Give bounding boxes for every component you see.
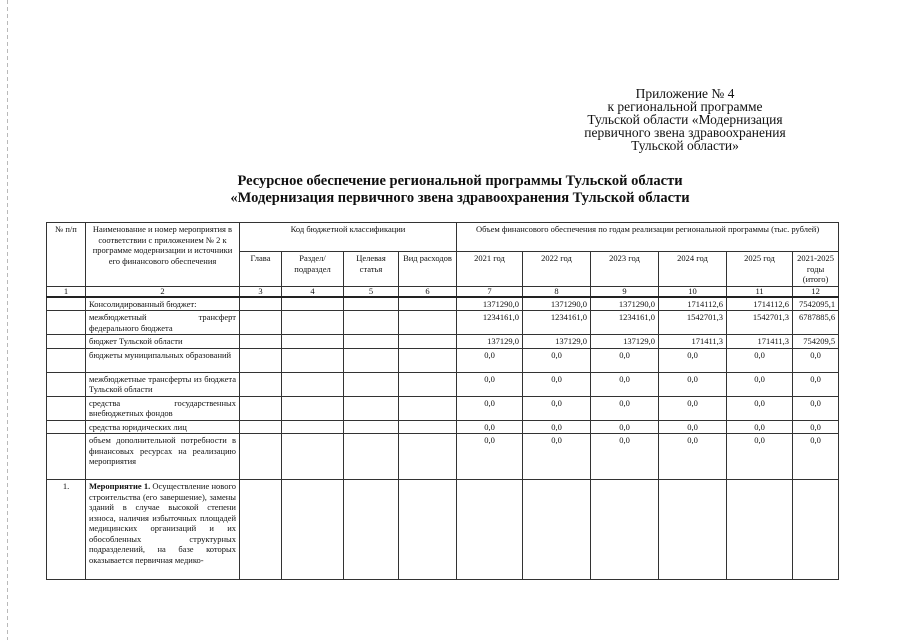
value-2025: 0,0 — [727, 396, 793, 420]
value-2024: 1714112,6 — [659, 297, 727, 311]
document-title-line: Ресурсное обеспечение региональной программы Тульской области — [237, 173, 683, 189]
header-year-2024: 2024 год — [659, 252, 727, 287]
table-row — [47, 335, 839, 349]
value-2022: 0,0 — [523, 372, 591, 396]
row-name: средства юридических лиц — [86, 420, 240, 434]
column-number-row — [47, 286, 839, 297]
row-name: средства государственных внебюджетных фондов — [86, 396, 240, 420]
column-number: 7 — [457, 286, 523, 297]
row-name: Консолидированный бюджет: — [86, 297, 240, 311]
value-2023: 0,0 — [591, 348, 659, 372]
column-number: 5 — [344, 286, 399, 297]
table-row — [47, 311, 839, 335]
column-number: 1 — [47, 286, 86, 297]
appendix-line: Тульской области» — [631, 138, 739, 153]
value-2024: 0,0 — [659, 348, 727, 372]
header-volume: Объем финансового обеспечения по годам реализации региональной программы (тыс. рублей) — [457, 223, 839, 252]
appendix-line: к региональной программе — [607, 99, 763, 114]
resource-table — [46, 222, 839, 580]
value-2023: 0,0 — [591, 396, 659, 420]
value-2021: 1371290,0 — [457, 297, 523, 311]
value-total: 0,0 — [793, 420, 839, 434]
header-vid: Вид расходов — [399, 252, 457, 287]
row-num — [47, 335, 86, 349]
value-2025: 0,0 — [727, 348, 793, 372]
row-name: межбюджетные трансферты из бюджета Тульской области — [86, 372, 240, 396]
row-num — [47, 420, 86, 434]
column-number: 6 — [399, 286, 457, 297]
row-num — [47, 434, 86, 480]
value-2025: 0,0 — [727, 420, 793, 434]
row-num — [47, 396, 86, 420]
value-total: 0,0 — [793, 396, 839, 420]
header-year-2025: 2025 год — [727, 252, 793, 287]
header-total: 2021-2025 годы (итого) — [793, 252, 839, 287]
column-number: 3 — [240, 286, 282, 297]
column-number: 9 — [591, 286, 659, 297]
appendix-line: Приложение № 4 — [635, 86, 735, 101]
value-2022: 1234161,0 — [523, 311, 591, 335]
header-num: № п/п — [47, 223, 86, 287]
value-2023: 0,0 — [591, 420, 659, 434]
value-2023: 1371290,0 — [591, 297, 659, 311]
value-2022: 0,0 — [523, 420, 591, 434]
event-text: Осуществление нового строительства (его завершение), замены зданий в случае высокой степени износа, наличия избыточных площадей медицинских организаций и их обособленных структурных подразделений, на базе которых оказывается первичная медико- — [89, 481, 236, 565]
value-2025: 1714112,6 — [727, 297, 793, 311]
table-row — [47, 420, 839, 434]
document-title — [140, 173, 780, 207]
header-glava: Глава — [240, 252, 282, 287]
header-stat: Целевая статья — [344, 252, 399, 287]
value-2024: 0,0 — [659, 434, 727, 480]
value-2025: 0,0 — [727, 434, 793, 480]
row-name: бюджеты муниципальных образований — [86, 348, 240, 372]
value-2021: 1234161,0 — [457, 311, 523, 335]
value-2023: 0,0 — [591, 372, 659, 396]
table-row — [47, 348, 839, 372]
document-title-line: «Модернизация первичного звена здравоохранения Тульской области — [230, 190, 690, 206]
value-total: 754209,5 — [793, 335, 839, 349]
table-row — [47, 396, 839, 420]
value-2025: 1542701,3 — [727, 311, 793, 335]
appendix-line: Тульской области «Модернизация — [587, 112, 783, 127]
value-2021: 0,0 — [457, 396, 523, 420]
value-2024: 1542701,3 — [659, 311, 727, 335]
value-total: 0,0 — [793, 348, 839, 372]
value-2024: 0,0 — [659, 420, 727, 434]
row-name: объем дополнительной потребности в финансовых ресурсах на реализацию мероприятия — [86, 434, 240, 480]
appendix-heading — [560, 87, 810, 152]
column-number: 12 — [793, 286, 839, 297]
event-description — [86, 480, 240, 580]
value-2023: 1234161,0 — [591, 311, 659, 335]
header-year-2021: 2021 год — [457, 252, 523, 287]
row-num — [47, 348, 86, 372]
header-year-2022: 2022 год — [523, 252, 591, 287]
table-header-row — [47, 223, 839, 252]
header-year-2023: 2023 год — [591, 252, 659, 287]
value-2021: 0,0 — [457, 420, 523, 434]
appendix-line: первичного звена здравоохранения — [584, 125, 786, 140]
column-number: 11 — [727, 286, 793, 297]
row-num — [47, 372, 86, 396]
value-2022: 0,0 — [523, 434, 591, 480]
row-name: бюджет Тульской области — [86, 335, 240, 349]
value-2022: 137129,0 — [523, 335, 591, 349]
event-lead: Мероприятие 1. — [89, 481, 151, 491]
value-2024: 0,0 — [659, 372, 727, 396]
value-2022: 0,0 — [523, 396, 591, 420]
event-row — [47, 480, 839, 580]
row-num — [47, 297, 86, 311]
row-num — [47, 311, 86, 335]
value-total: 6787885,6 — [793, 311, 839, 335]
value-2021: 0,0 — [457, 372, 523, 396]
value-2025: 0,0 — [727, 372, 793, 396]
value-total: 0,0 — [793, 372, 839, 396]
value-2022: 0,0 — [523, 348, 591, 372]
table-row — [47, 297, 839, 311]
header-razdel: Раздел/ подраздел — [282, 252, 344, 287]
column-number: 8 — [523, 286, 591, 297]
value-total: 7542095,1 — [793, 297, 839, 311]
value-2021: 137129,0 — [457, 335, 523, 349]
value-2021: 0,0 — [457, 348, 523, 372]
table-row — [47, 372, 839, 396]
header-name: Наименование и номер мероприятия в соответствии с приложением № 2 к программе модернизации и источники его финансового обеспечения — [86, 223, 240, 287]
value-2024: 171411,3 — [659, 335, 727, 349]
value-2023: 137129,0 — [591, 335, 659, 349]
column-number: 10 — [659, 286, 727, 297]
table-row — [47, 434, 839, 480]
page-margin-guide — [7, 0, 8, 640]
value-total: 0,0 — [793, 434, 839, 480]
value-2025: 171411,3 — [727, 335, 793, 349]
row-name: межбюджетный трансферт федерального бюджета — [86, 311, 240, 335]
column-number: 4 — [282, 286, 344, 297]
value-2024: 0,0 — [659, 396, 727, 420]
header-kbk: Код бюджетной классификации — [240, 223, 457, 252]
value-2023: 0,0 — [591, 434, 659, 480]
event-num: 1. — [47, 480, 86, 580]
value-2022: 1371290,0 — [523, 297, 591, 311]
value-2021: 0,0 — [457, 434, 523, 480]
column-number: 2 — [86, 286, 240, 297]
